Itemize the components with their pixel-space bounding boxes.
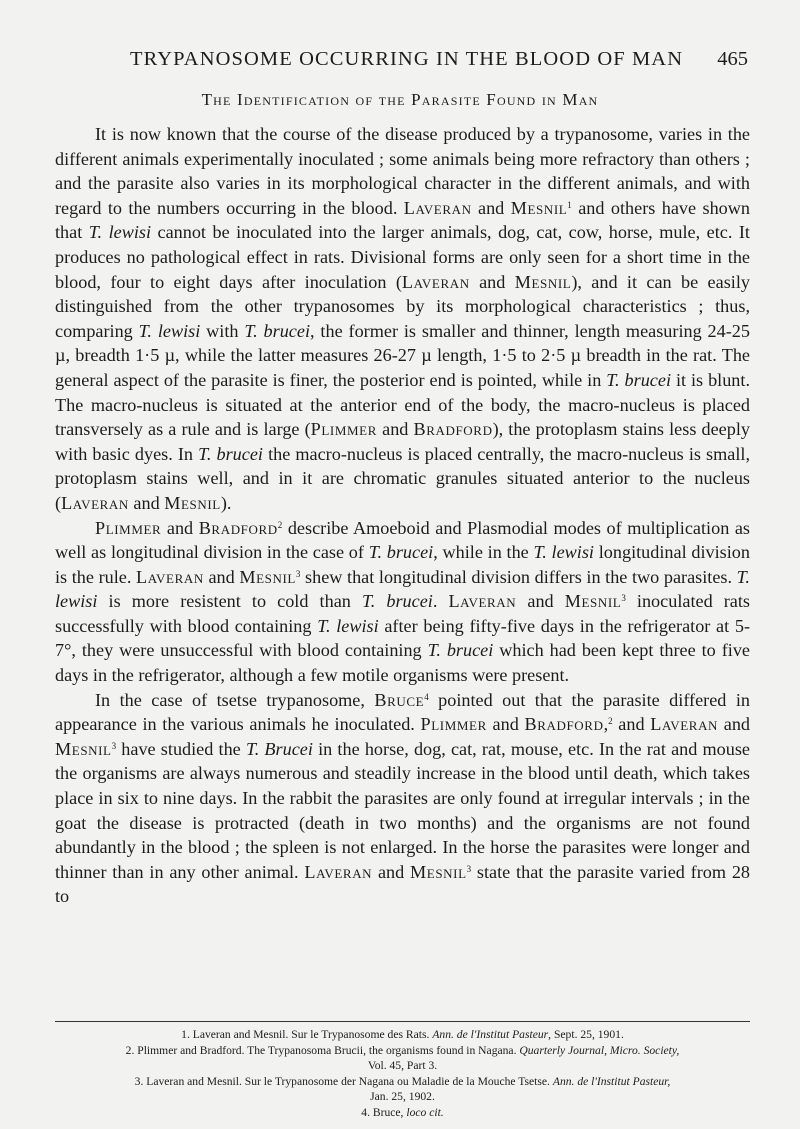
italic-text: Quarterly Journal, Micro. Society, [519, 1043, 680, 1057]
text-run: and others have shown that [55, 197, 750, 243]
footnote-4 [55, 1105, 750, 1121]
running-title: TRYPANOSOME OCCURRING IN THE BLOOD OF MAN [130, 48, 684, 70]
text-run: and [471, 197, 511, 218]
text-run: describe Amoeboid and Plasmodial modes of multiplication as well as longitudinal division in the case of [55, 517, 750, 563]
italic-text: Ann. de l'Institut Pasteur [432, 1028, 549, 1041]
text-run: In the case of tsetse trypanosome, [95, 689, 375, 710]
text-run: and [516, 591, 565, 612]
text-run: 4. Bruce, [361, 1105, 407, 1119]
footnote-1 [55, 1027, 750, 1043]
text-run: Mesnil [514, 271, 572, 292]
text-run: which had been kept three to five days in the refrigerator, although a few motile organisms were present. [55, 640, 750, 686]
italic-text: T. brucei [198, 443, 263, 464]
text-run: Mesnil [239, 566, 296, 587]
text-run: . [432, 591, 449, 612]
text-run: Plimmer [310, 419, 377, 440]
text-run: with [200, 320, 245, 341]
italic-text: T. brucei [427, 640, 494, 661]
text-run: Bradford [524, 714, 604, 735]
text-run: Jan. 25, 1902. [370, 1090, 435, 1103]
text-run: cannot be inoculated into the larger animals, dog, cat, cow, horse, mule, etc. It produces no pathological effect in rats. Divisional forms are only seen for a short time in the blood, four to eight days after inoculation ( [55, 222, 750, 292]
italic-text: T. lewisi [317, 615, 379, 636]
text-run: Laveran [650, 714, 719, 735]
text-run: Mesnil [510, 197, 568, 218]
text-run: 2. Plimmer and Bradford. The Trypanosoma Brucii, the organisms found in Nagana. [125, 1043, 520, 1057]
text-run: ), the protoplasm stains less deeply with basic dyes. In [55, 419, 750, 464]
text-run: 1. Laveran and Mesnil. Sur le Trypanosome des Rats. [181, 1028, 433, 1041]
footnote-rule [55, 1021, 750, 1022]
italic-text: T. brucei [361, 591, 433, 612]
italic-text: Ann. de l'Institut Pasteur, [552, 1074, 671, 1088]
text-run: , Sept. 25, 1901. [548, 1028, 624, 1041]
text-run: It is now known that the course of the disease produced by a trypanosome, varies in the different animals experimentally inoculated ; some animals being more refractory than others ; and the parasite also varies in its morphological character in the different animals, and with regard to the numbers occurring in the blood. [55, 124, 750, 218]
italic-text: T. brucei [244, 320, 311, 341]
italic-text: T. lewisi [533, 542, 594, 563]
footnote-ref: 3 [111, 740, 117, 751]
text-run: , while in the [433, 542, 534, 563]
text-run: Laveran [401, 271, 470, 292]
text-run: Mesnil [55, 738, 112, 759]
text-run: ). [220, 492, 232, 513]
text-run: the macro-nucleus is placed centrally, the macro-nucleus is small, protoplasm stains well, and in it are chromatic granules situated anterior to the nucleus ( [55, 443, 750, 513]
text-run: Laveran [304, 861, 373, 882]
text-run: and [486, 714, 525, 735]
text-run: Bradford [413, 419, 493, 440]
text-run: and [718, 714, 751, 735]
text-run: Laveran [136, 566, 204, 587]
text-run: Vol. 45, Part 3. [367, 1059, 438, 1072]
italic-text: T. Brucei [245, 738, 313, 759]
text-run: is more resistent to cold than [97, 591, 362, 612]
text-run: and [161, 517, 199, 538]
text-run: inoculated rats successfully with blood containing [55, 591, 751, 636]
text-run: and [128, 492, 165, 513]
footnote-ref: 3 [466, 863, 472, 874]
paragraph-2 [55, 516, 750, 688]
text-run: pointed out that the parasite differed in appearance in the various animals he inoculated. [55, 689, 750, 735]
text-run: Bruce [374, 689, 425, 710]
paragraph-1 [55, 122, 750, 516]
text-run: Mesnil [164, 492, 221, 513]
text-run: ), and it can be easily distinguished from the other trypanosomes by its morphological characteristics ; thus, comparing [55, 271, 750, 341]
footnote-ref: 1 [567, 199, 572, 210]
text-run: longitudinal division is the rule. [55, 542, 750, 587]
text-run: and [612, 714, 651, 735]
italic-text: T. lewisi [55, 566, 750, 612]
text-run: Mesnil [564, 591, 622, 612]
italic-text: T. lewisi [88, 222, 152, 243]
italic-text: T. brucei [368, 542, 434, 563]
page-number: 465 [717, 48, 748, 70]
text-run: in the horse, dog, cat, rat, mouse, etc. In the rat and mouse the organisms are always numerous and steadily increase in the blood until death, which takes place in six to nine days. In the rabbit the parasites are only found at irregular intervals ; in the goat the disease is protracted (death in two months) and the organisms are not found abundantly in the blood ; the spleen is not enlarged. In the horse the parasites were longer and thinner than in any other animal. [55, 738, 750, 882]
text-run: Mesnil [410, 861, 467, 882]
footnote-ref: 3 [621, 593, 626, 604]
footnote-3 [55, 1074, 750, 1105]
footnote-2 [55, 1043, 750, 1074]
text-run: , [603, 714, 609, 735]
footnote-ref: 4 [424, 691, 429, 702]
text-run: and [203, 566, 240, 587]
footnotes [55, 1027, 750, 1120]
text-run: and [469, 271, 515, 292]
text-run: shew that longitudinal division differs in the two parasites. [300, 566, 737, 587]
body-text [55, 122, 750, 909]
text-run: Laveran [448, 591, 517, 612]
footnote-ref: 2 [608, 716, 613, 727]
section-title: The Identification of the Parasite Found in Man [201, 90, 599, 109]
footnote-ref: 2 [277, 519, 283, 530]
text-run: Bradford [198, 517, 278, 538]
text-run: Laveran [61, 492, 129, 513]
running-head [0, 44, 800, 76]
text-run: and [372, 861, 411, 882]
paragraph-3 [55, 688, 750, 909]
text-run: Laveran [403, 197, 472, 218]
footnote-ref: 3 [295, 568, 301, 579]
text-run: Plimmer [420, 714, 487, 735]
text-run: after being fifty-five days in the refrigerator at 5-7°, they were unsuccessful with blood containing [55, 615, 751, 661]
text-run: have studied the [116, 738, 246, 759]
italic-text: T. brucei [606, 369, 671, 390]
text-run: , the former is smaller and thinner, length measuring 24-25 µ, breadth 1·5 µ, while the latter measures 26-27 µ length, 1·5 to 2·5 µ breadth in the rat. The general aspect of the parasite is finer, the posterior end is pointed, while in [55, 320, 750, 390]
italic-text: T. lewisi [138, 320, 201, 341]
text-run: it is blunt. The macro-nucleus is situated at the anterior end of the body, the macro-nucleus is placed transversely as a rule and is large ( [55, 369, 750, 440]
italic-text: loco cit. [406, 1105, 444, 1119]
text-run: 3. Laveran and Mesnil. Sur le Trypanosome der Nagana ou Maladie de la Mouche Tsetse. [134, 1074, 553, 1088]
text-run: and [377, 419, 414, 440]
text-run: state that the parasite varied from 28 to [55, 861, 751, 907]
text-run: Plimmer [95, 517, 162, 538]
